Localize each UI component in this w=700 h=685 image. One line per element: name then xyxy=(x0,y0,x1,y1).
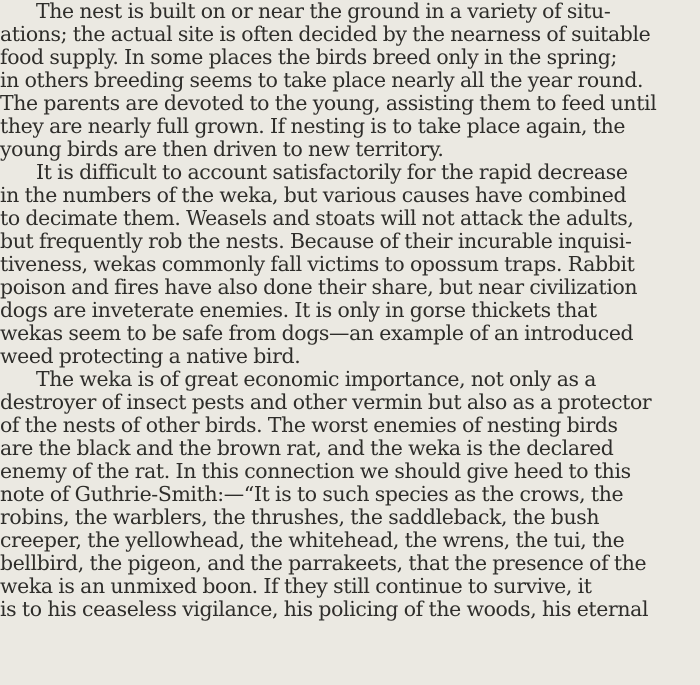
text-line: The weka is of great economic importance, not only as a xyxy=(36,367,597,391)
text-line: It is difficult to account satisfactorily for the rapid decrease xyxy=(36,160,628,184)
text-line: is to his ceaseless vigilance, his policing of the woods, his eternal xyxy=(0,597,649,621)
text-line: robins, the warblers, the thrushes, the saddleback, the bush xyxy=(0,505,600,529)
text-line: of the nests of other birds. The worst enemies of nesting birds xyxy=(0,413,618,437)
text-line: The nest is built on or near the ground in a variety of situ- xyxy=(36,0,611,23)
text-line: young birds are then driven to new territory. xyxy=(0,137,444,161)
text-line: destroyer of insect pests and other vermin but also as a protector xyxy=(0,390,652,414)
text-line: enemy of the rat. In this connection we should give heed to this xyxy=(0,459,631,483)
text-line: The parents are devoted to the young, assisting them to feed until xyxy=(0,91,657,115)
text-line: tiveness, wekas commonly fall victims to opossum traps. Rabbit xyxy=(0,252,635,276)
text-line: are the black and the brown rat, and the weka is the declared xyxy=(0,436,614,460)
text-line: food supply. In some places the birds breed only in the spring; xyxy=(0,45,617,69)
text-line: in others breeding seems to take place nearly all the year round. xyxy=(0,68,644,92)
text-line: note of Guthrie-Smith:—“It is to such species as the crows, the xyxy=(0,482,624,506)
text-line: in the numbers of the weka, but various causes have combined xyxy=(0,183,627,207)
text-line: creeper, the yellowhead, the whitehead, the wrens, the tui, the xyxy=(0,528,625,552)
text-line: to decimate them. Weasels and stoats will not attack the adults, xyxy=(0,206,634,230)
text-line: weka is an unmixed boon. If they still continue to survive, it xyxy=(0,574,592,598)
text-line: ations; the actual site is often decided by the nearness of suitable xyxy=(0,22,651,46)
text-line: dogs are inveterate enemies. It is only in gorse thickets that xyxy=(0,298,597,322)
text-line: weed protecting a native bird. xyxy=(0,344,301,368)
text-line: bellbird, the pigeon, and the parrakeets, that the presence of the xyxy=(0,551,647,575)
text-line: poison and fires have also done their share, but near civilization xyxy=(0,275,638,299)
text-line: wekas seem to be safe from dogs—an example of an introduced xyxy=(0,321,634,345)
text-line: but frequently rob the nests. Because of their incurable inquisi- xyxy=(0,229,632,253)
text-line: they are nearly full grown. If nesting is to take place again, the xyxy=(0,114,626,138)
